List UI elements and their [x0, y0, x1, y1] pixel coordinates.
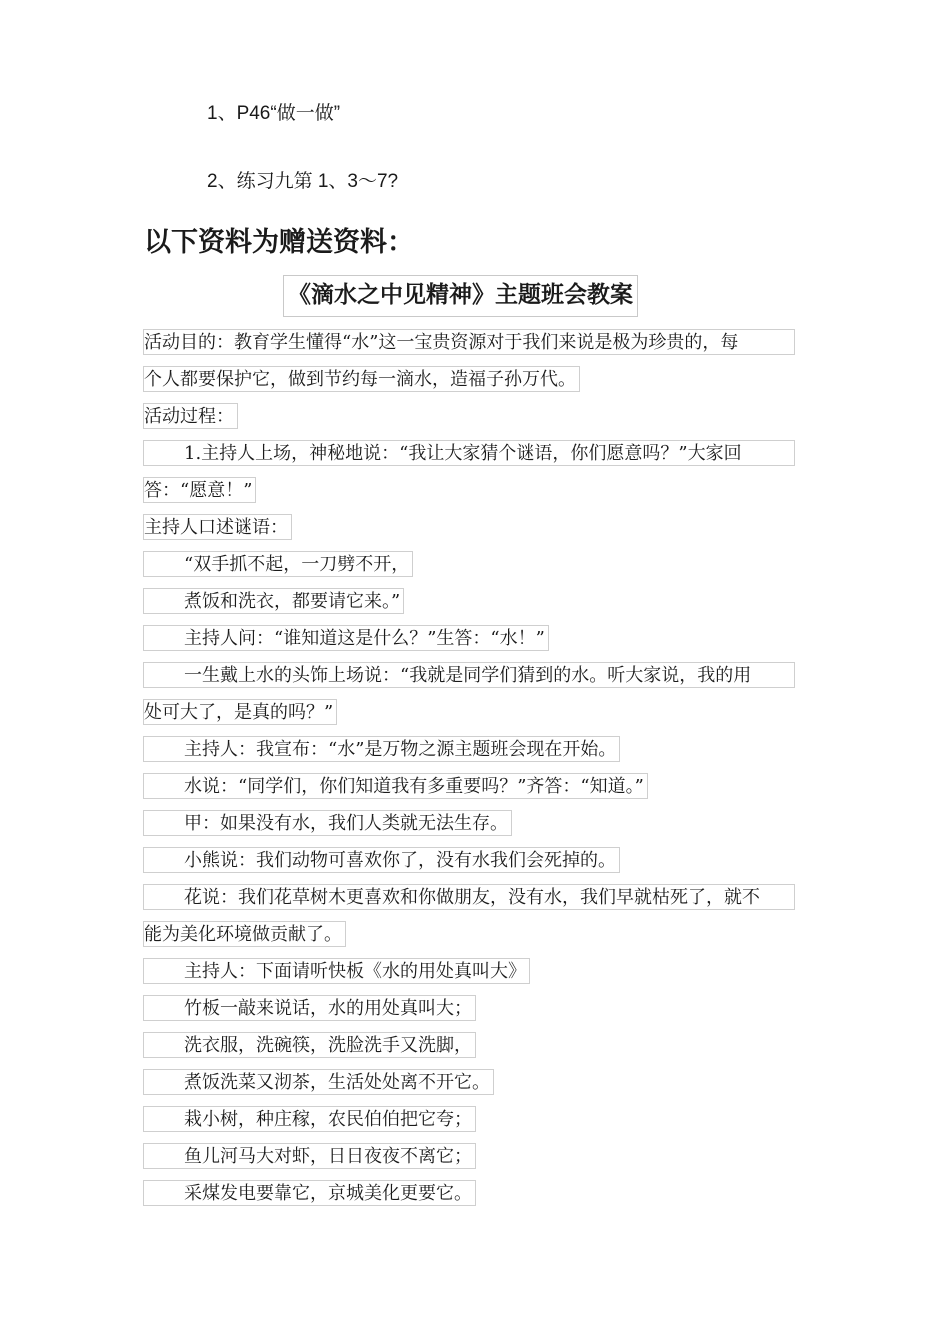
line-text: 主持人口述谜语： — [143, 514, 292, 540]
line-text: 栽小树，种庄稼，农民伯伯把它夸； — [143, 1106, 476, 1132]
text-line — [143, 1102, 803, 1139]
line-text: 小熊说：我们动物可喜欢你了，没有水我们会死掉的。 — [143, 847, 620, 873]
line-text: 煮饭洗菜又沏茶，生活处处离不开它。 — [143, 1069, 494, 1095]
line-text: 处可大了，是真的吗？” — [143, 699, 337, 725]
line-text: 鱼儿河马大对虾，日日夜夜不离它； — [143, 1143, 476, 1169]
text-line — [143, 1176, 803, 1213]
line-text: 花说：我们花草树木更喜欢和你做朋友，没有水，我们早就枯死了，就不 — [143, 884, 795, 910]
text-line — [143, 1065, 803, 1102]
line-text: 主持人：我宣布：“水”是万物之源主题班会现在开始。 — [143, 736, 620, 762]
text-line — [143, 658, 803, 695]
text-line — [143, 769, 803, 806]
text-line — [143, 325, 803, 362]
text-line — [143, 436, 803, 473]
line-text: 活动过程： — [143, 403, 238, 429]
text-line — [143, 806, 803, 843]
text-line — [143, 991, 803, 1028]
text-line — [143, 362, 803, 399]
text-line — [143, 732, 803, 769]
line-text: 个人都要保护它，做到节约每一滴水，造福子孙万代。 — [143, 366, 580, 392]
lesson-body — [143, 325, 803, 1213]
text-line — [143, 584, 803, 621]
text-line — [143, 880, 803, 917]
line-text: 甲：如果没有水，我们人类就无法生存。 — [143, 810, 512, 836]
line-text: 一生戴上水的头饰上场说：“我就是同学们猜到的水。听大家说，我的用 — [143, 662, 795, 688]
line-text: 活动目的：教育学生懂得“水”这一宝贵资源对于我们来说是极为珍贵的，每 — [143, 329, 795, 355]
text-line — [143, 621, 803, 658]
exercise-item-2: 2、练习九第 1、3～7? — [207, 171, 399, 192]
line-text: 主持人：下面请听快板《水的用处真叫大》 — [143, 958, 530, 984]
text-line — [143, 510, 803, 547]
line-text: 答：“愿意！” — [143, 477, 256, 503]
line-text: 竹板一敲来说话，水的用处真叫大； — [143, 995, 476, 1021]
line-text: 能为美化环境做贡献了。 — [143, 921, 346, 947]
text-line — [143, 695, 803, 732]
bonus-heading: 以下资料为赠送资料： — [144, 227, 414, 258]
line-text: 洗衣服，洗碗筷，洗脸洗手又洗脚， — [143, 1032, 476, 1058]
text-line — [143, 917, 803, 954]
text-line — [143, 547, 803, 584]
line-text: 1.主持人上场，神秘地说：“我让大家猜个谜语，你们愿意吗？”大家回 — [143, 440, 795, 466]
line-text: 煮饭和洗衣，都要请它来。” — [143, 588, 404, 614]
line-text: “双手抓不起，一刀劈不开， — [143, 551, 413, 577]
text-line — [143, 399, 803, 436]
lesson-title: 《滴水之中见精神》主题班会教案 — [283, 275, 638, 317]
text-line — [143, 954, 803, 991]
exercise-item-1: 1、P46“做一做” — [207, 103, 341, 124]
text-line — [143, 1028, 803, 1065]
line-text: 水说：“同学们，你们知道我有多重要吗？”齐答：“知道。” — [143, 773, 648, 799]
text-line — [143, 1139, 803, 1176]
text-line — [143, 473, 803, 510]
text-line — [143, 843, 803, 880]
line-text: 采煤发电要靠它，京城美化更要它。 — [143, 1180, 476, 1206]
line-text: 主持人问：“谁知道这是什么？”生答：“水！” — [143, 625, 549, 651]
